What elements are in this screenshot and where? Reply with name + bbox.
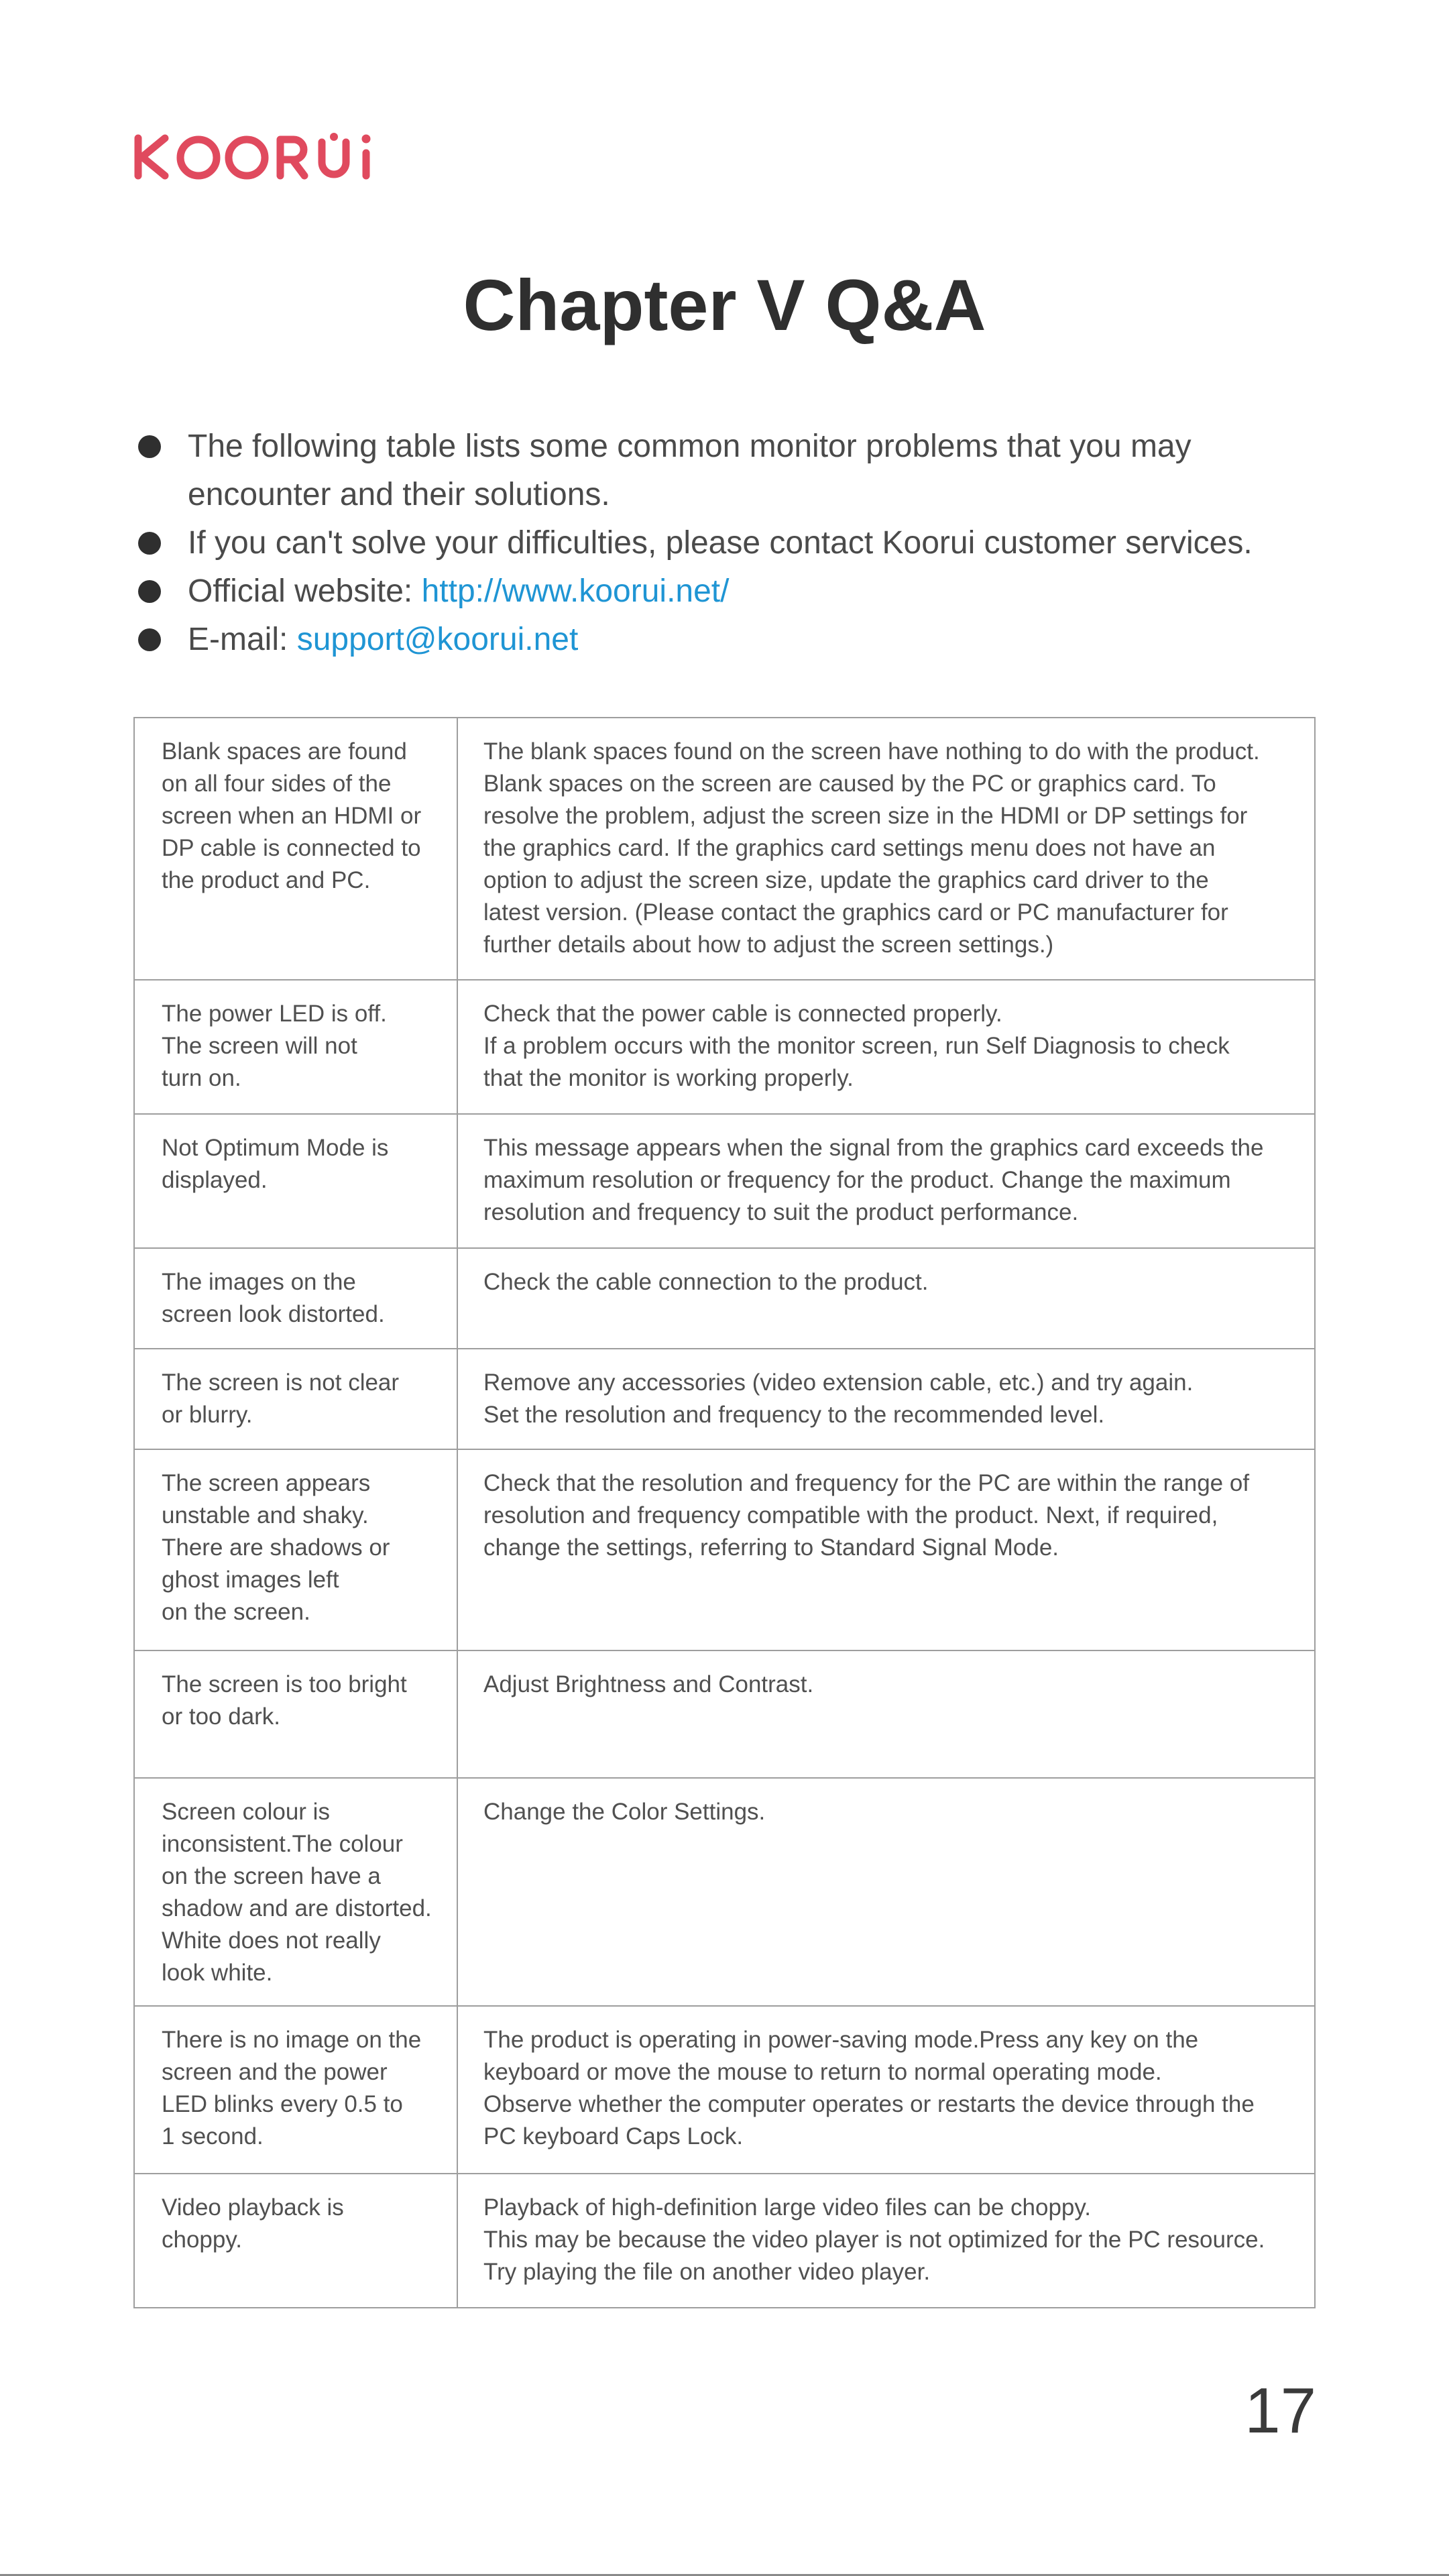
intro-bullet-list: [134, 423, 1341, 664]
solution-cell: Remove any accessories (video extension cable, etc.) and try again. Set the resolution and frequency to the recommended level.: [457, 1349, 1315, 1449]
bullet-dot-icon: [138, 435, 161, 458]
bullet-item-website: [134, 567, 1341, 616]
bullet-dot-icon: [138, 580, 161, 603]
solution-cell: Check the cable connection to the product.: [457, 1248, 1315, 1349]
problem-cell: Blank spaces are found on all four sides of the screen when an HDMI or DP cable is connected to the product and PC.: [134, 718, 457, 980]
problem-cell: Not Optimum Mode is displayed.: [134, 1114, 457, 1248]
bullet-text: If you can't solve your difficulties, please contact Koorui customer services.: [188, 525, 1253, 561]
solution-cell: Check that the power cable is connected properly. If a problem occurs with the monitor screen, run Self Diagnosis to check that the monitor is working properly.: [457, 980, 1315, 1114]
problem-cell: The images on the screen look distorted.: [134, 1248, 457, 1349]
table-row: [134, 1650, 1315, 1778]
table-row: [134, 1114, 1315, 1248]
solution-cell: Check that the resolution and frequency for the PC are within the range of resolution and frequency compatible with the product. Next, if required, change the settings, referring to Standard Signal Mode.: [457, 1449, 1315, 1650]
solution-cell: Adjust Brightness and Contrast.: [457, 1650, 1315, 1778]
koorui-logo: [133, 133, 378, 181]
bullet-text: The following table lists some common monitor problems that you may: [188, 429, 1192, 464]
qa-table: [133, 717, 1316, 2308]
table-row: [134, 2174, 1315, 2308]
bullet-item-table-intro: [134, 423, 1341, 519]
table-row: [134, 2006, 1315, 2174]
bullet-text-continued: encounter and their solutions.: [188, 477, 610, 512]
page-title: Chapter V Q&A: [463, 264, 986, 345]
problem-cell: There is no image on the screen and the power LED blinks every 0.5 to 1 second.: [134, 2006, 457, 2174]
koorui-logo-mark: [133, 133, 378, 181]
bullet-item-email: [134, 616, 1341, 664]
bullet-dot-icon: [138, 532, 161, 555]
bullet-dot-icon: [138, 628, 161, 651]
problem-cell: The screen is not clear or blurry.: [134, 1349, 457, 1449]
solution-cell: Playback of high-definition large video files can be choppy. This may be because the video player is not optimized for the PC resource. Try playing the file on another video player.: [457, 2174, 1315, 2308]
table-row: [134, 718, 1315, 980]
solution-cell: This message appears when the signal from the graphics card exceeds the maximum resolution or frequency for the product. Change the maximum resolution and frequency to suit the product performance.: [457, 1114, 1315, 1248]
table-row: [134, 1248, 1315, 1349]
solution-cell: The blank spaces found on the screen have nothing to do with the product. Blank spaces on the screen are caused by the PC or graphics card. To resolve the problem, adjust the screen size in the HDMI or DP settings for the graphics card. If the graphics card settings menu does not have an option to adjust the screen size, update the graphics card driver to the latest version. (Please contact the graphics card or PC manufacturer for further details about how to adjust the screen settings.): [457, 718, 1315, 980]
table-row: [134, 1349, 1315, 1449]
problem-cell: The power LED is off. The screen will not turn on.: [134, 980, 457, 1114]
website-link[interactable]: http://www.koorui.net/: [421, 573, 730, 609]
table-row: [134, 1778, 1315, 2006]
page-number: 17: [1244, 2375, 1316, 2447]
website-label: Official website:: [188, 573, 422, 609]
table-row: [134, 1449, 1315, 1650]
problem-cell: The screen is too bright or too dark.: [134, 1650, 457, 1778]
solution-cell: Change the Color Settings.: [457, 1778, 1315, 2006]
bullet-item-contact: [134, 519, 1341, 567]
problem-cell: Video playback is choppy.: [134, 2174, 457, 2308]
problem-cell: The screen appears unstable and shaky. There are shadows or ghost images left on the screen.: [134, 1449, 457, 1650]
email-label: E-mail:: [188, 622, 297, 657]
problem-cell: Screen colour is inconsistent.The colour on the screen have a shadow and are distorted. White does not really look white.: [134, 1778, 457, 2006]
table-row: [134, 980, 1315, 1114]
email-link[interactable]: support@koorui.net: [296, 622, 579, 657]
solution-cell: The product is operating in power-saving mode.Press any key on the keyboard or move the mouse to return to normal operating mode. Observe whether the computer operates or restarts the device through the PC keyboard Caps Lock.: [457, 2006, 1315, 2174]
